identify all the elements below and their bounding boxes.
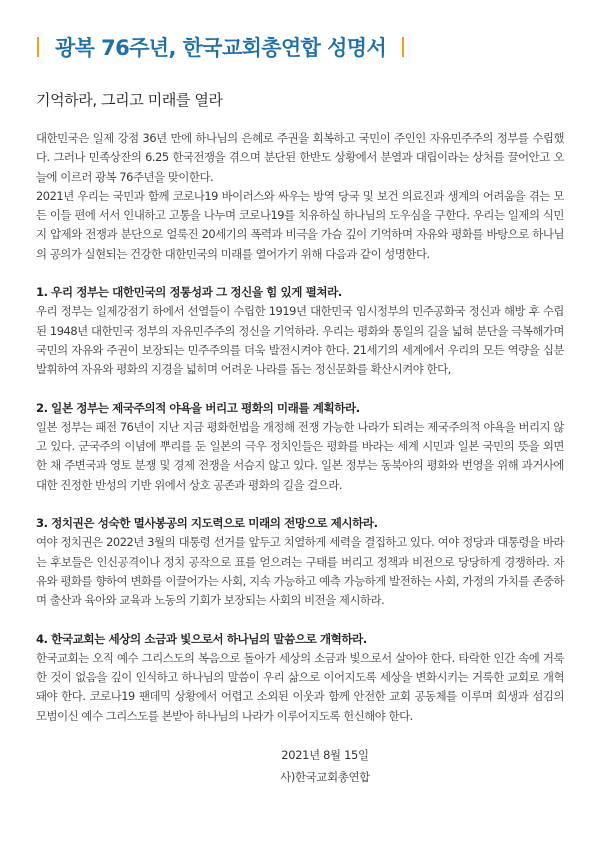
intro — [36, 129, 564, 264]
title-block — [37, 30, 564, 64]
section-text: 우리 정부는 일제강점기 하에서 선열들이 수립한 1919년 대한민국 임시정부의 민주공화국 정신과 해방 후 수립된 1948년 대한민국 정부의 자유민주주의 정신을 기억하라. 우리는 평화와 통일의 길을 넓혀 분단을 극복해가며 국민의 자유와 주권이 보장되는 민주주의를 더욱 발전시켜야 한다. 21세기의 세계에서 우리의 모든 역량을 십분 발휘하여 자유와 평화의 지경을 넓히며 어려운 나라를 돕는 정신문화를 확산시켜야 한다, — [36, 304, 564, 377]
section-heading: 1. 우리 정부는 대한민국의 정통성과 그 정신을 힘 있게 펼쳐라. — [36, 285, 342, 300]
section-3 — [36, 514, 564, 610]
statement-body — [36, 129, 564, 726]
signature-date: 2021년 8월 15일 — [281, 748, 369, 763]
title-bar-right — [402, 37, 404, 57]
section-heading: 3. 정치권은 성숙한 멸사봉공의 지도력으로 미래의 전망으로 제시하라. — [36, 516, 378, 531]
section-2 — [36, 399, 564, 495]
section-text: 한국교회는 오직 예수 그리스도의 복음으로 돌아가 세상의 소금과 빛으로서 살아야 한다. 타락한 인간 속에 거룩한 것이 없음을 깊이 인식하고 하나님의 말씀이 우리 삶으로 이어지도록 세상을 변화시키는 거룩한 교회로 개혁돼야 한다. 코로나19 팬데믹 상황에서 어렵고 소외된 이웃과 함께 안전한 교회 공동체를 이루며 희생과 섬김의 모범이신 예수 그리스도를 본받아 하나님의 나라가 이루어지도록 헌신해야 한다. — [36, 650, 564, 723]
section-text: 여야 정치권은 2022년 3월의 대통령 선거를 앞두고 치열하게 세력을 결집하고 있다. 여야 정당과 대통령을 바라는 후보들은 인신공격이나 정치 공작으로 표를 얻으려는 구태를 버리고 정책과 비전으로 당당하게 경쟁하라. 자유와 평화를 향하여 변화를 이끌어가는 사회, 지속 가능하고 예측 가능하게 발전하는 사회, 가정의 가치를 존중하며 출산과 육아와 교육과 노동의 기회가 보장되는 사회의 비전을 제시하라. — [36, 535, 564, 608]
title-bar-left — [37, 37, 39, 57]
intro-paragraph: 2021년 우리는 국민과 함께 코로나19 바이러스와 싸우는 방역 당국 및 보건 의료진과 생계의 어려움을 겪는 모든 이들 편에 서서 인내하고 고통을 나누며 코로나19를 치유하실 하나님의 도우심을 구한다. 우리는 일제의 식민지 압제와 전쟁과 분단으로 얼룩진 20세기의 폭력과 비극을 가슴 깊이 기억하며 자유와 평화를 바탕으로 하나님의 공의가 실현되는 건강한 대한민국의 미래를 열어가기 위해 다음과 같이 성명한다. — [36, 188, 564, 261]
section-4 — [36, 630, 564, 726]
section-text: 일본 정부는 패전 76년이 지난 지금 평화헌법을 개정해 전쟁 가능한 나라가 되려는 제국주의적 야욕을 버리지 않고 있다. 군국주의 이념에 뿌리를 둔 일본의 극우 정치인들은 평화를 바라는 세계 시민과 일본 국민의 뜻을 외면한 채 주변국과 영토 분쟁 및 경제 전쟁을 서슴지 않고 있다. 일본 정부는 동북아의 평화와 번영을 위해 과거사에 대한 진정한 반성의 기반 위에서 상호 공존과 평화의 길을 걸으라. — [36, 419, 564, 492]
signature-org: 사)한국교회총연합 — [280, 770, 370, 785]
section-1 — [36, 283, 564, 379]
intro-paragraph: 대한민국은 일제 강점 36년 만에 하나님의 은혜로 주권을 회복하고 국민이 주인인 자유민주주의 정부를 수립했다. 그러나 민족상잔의 6.25 한국전쟁을 겪으며 분단된 한반도 상황에서 분열과 대립이라는 상처를 끌어안고 오늘에 이르러 광복 76주년을 맞이한다. — [36, 131, 564, 184]
page-title: 광복 76주년, 한국교회총연합 성명서 — [55, 36, 387, 60]
section-heading: 4. 한국교회는 세상의 소금과 빛으로서 하나님의 말씀으로 개혁하라. — [36, 631, 367, 646]
page-subtitle: 기억하라, 그리고 미래를 열라 — [36, 91, 223, 109]
signature-block — [36, 744, 564, 788]
section-heading: 2. 일본 정부는 제국주의적 야욕을 버리고 평화의 미래를 계획하라. — [36, 400, 360, 415]
